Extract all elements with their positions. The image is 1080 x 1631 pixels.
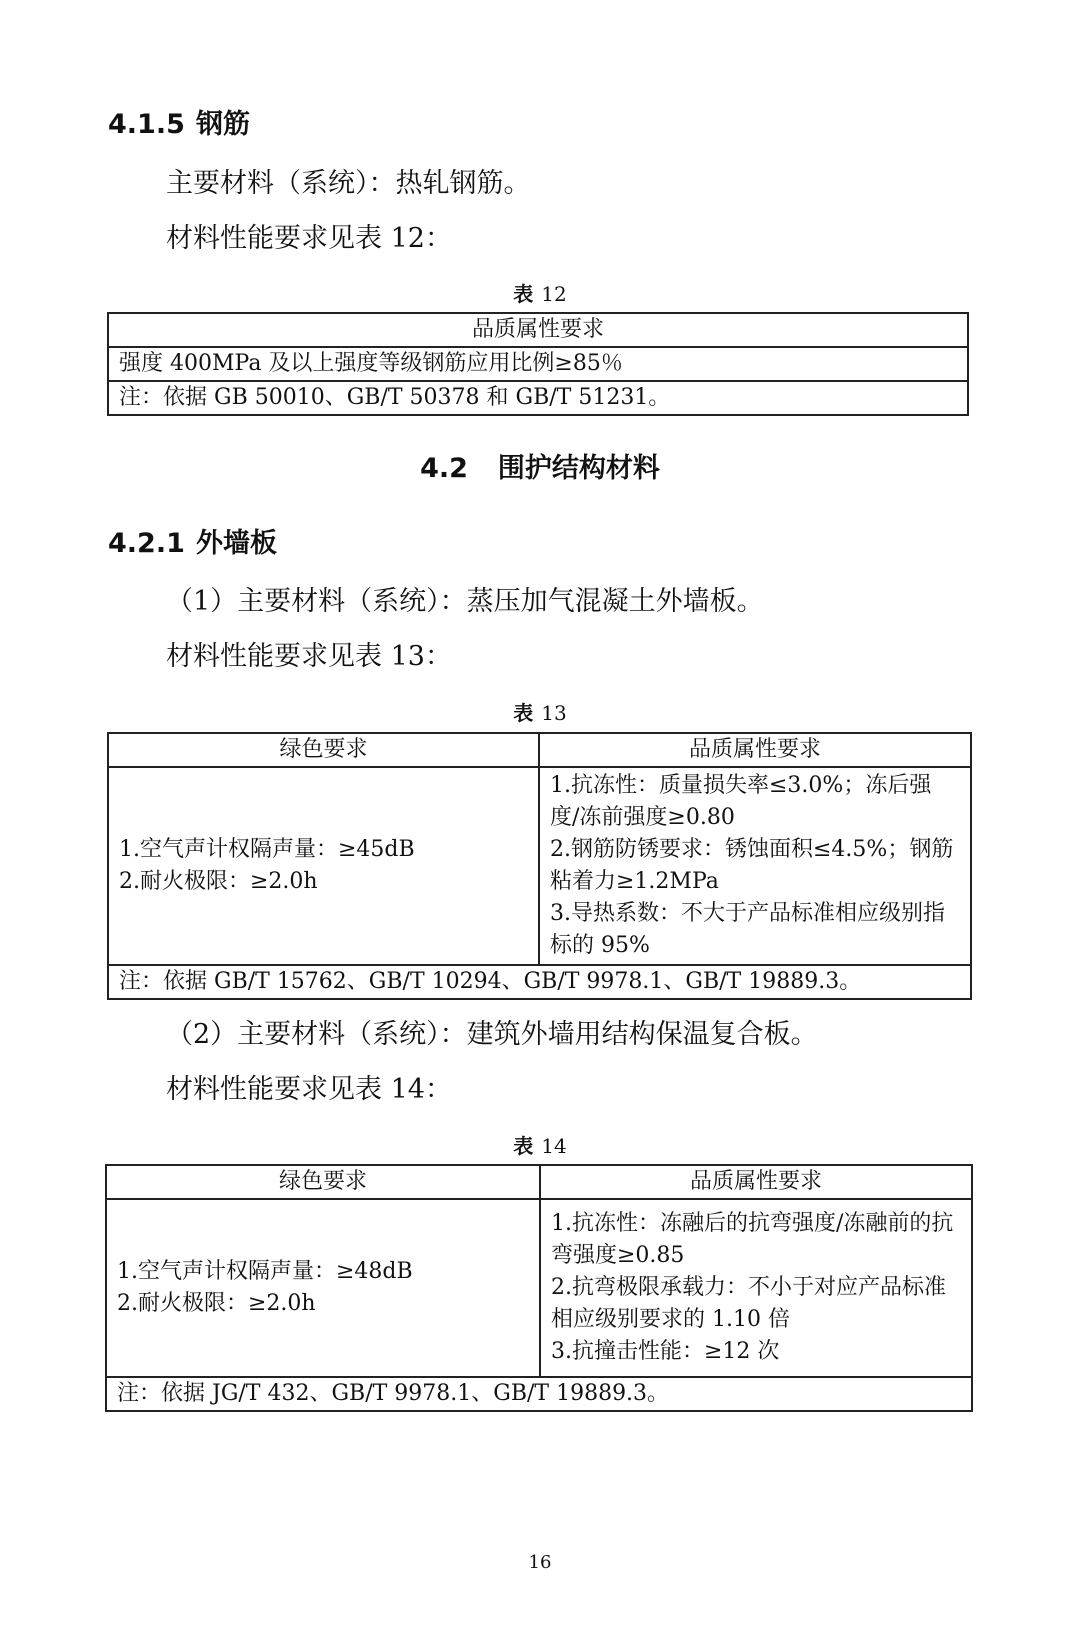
table12-row: 强度 400MPa 及以上强度等级钢筋应用比例≥85％ bbox=[108, 347, 968, 381]
table13-header-quality: 品质属性要求 bbox=[539, 733, 971, 767]
quality-item: 2.抗弯极限承载力：不小于对应产品标准相应级别要求的 1.10 倍 bbox=[551, 1275, 946, 1332]
paragraph-table12-reference: 材料性能要求见表 12： bbox=[166, 223, 452, 254]
quality-item: 1.抗冻性：冻融后的抗弯强度/冻融前的抗弯强度≥0.85 bbox=[551, 1211, 954, 1268]
paragraph-main-material-aac-panel: （1）主要材料（系统）：蒸压加气混凝土外墙板。 bbox=[166, 586, 764, 617]
table13-note: 注：依据 GB/T 15762、GB/T 10294、GB/T 9978.1、GB/T 19889.3。 bbox=[108, 965, 971, 999]
section-title: 围护结构材料 bbox=[497, 453, 660, 484]
paragraph-main-material-composite-panel: （2）主要材料（系统）：建筑外墙用结构保温复合板。 bbox=[166, 1019, 818, 1050]
caption-prefix: 表 bbox=[513, 701, 534, 725]
table13-header-green: 绿色要求 bbox=[108, 733, 539, 767]
green-item: 1.空气声计权隔声量：≥45dB bbox=[119, 837, 415, 862]
green-item: 2.耐火极限：≥2.0h bbox=[119, 869, 318, 894]
caption-number: 13 bbox=[541, 701, 567, 725]
green-item: 1.空气声计权隔声量：≥48dB bbox=[117, 1259, 413, 1284]
section-number: 4.1.5 bbox=[108, 109, 185, 140]
quality-item: 1.抗冻性：质量损失率≤3.0%；冻后强度/冻前强度≥0.80 bbox=[550, 773, 932, 830]
table-14 bbox=[105, 1164, 973, 1412]
table12-header: 品质属性要求 bbox=[108, 313, 968, 347]
section-title: 钢筋 bbox=[196, 109, 250, 140]
paragraph-main-material-rebar: 主要材料（系统）：热轧钢筋。 bbox=[166, 168, 531, 199]
quality-item: 3.抗撞击性能：≥12 次 bbox=[551, 1339, 780, 1364]
table14-green-cell bbox=[106, 1199, 540, 1377]
paragraph-table14-reference: 材料性能要求见表 14： bbox=[166, 1074, 452, 1105]
table14-caption bbox=[0, 1133, 1080, 1159]
table13-quality-cell bbox=[539, 767, 971, 965]
caption-prefix: 表 bbox=[513, 282, 534, 306]
section-title: 外墙板 bbox=[196, 528, 277, 559]
section-heading-4-2 bbox=[0, 452, 1080, 486]
table13-green-cell bbox=[108, 767, 539, 965]
section-number: 4.2.1 bbox=[108, 528, 185, 559]
table14-quality-cell bbox=[540, 1199, 972, 1377]
caption-number: 14 bbox=[541, 1134, 567, 1158]
quality-item: 2.钢筋防锈要求：锈蚀面积≤4.5%；钢筋粘着力≥1.2MPa bbox=[550, 837, 954, 894]
table13-caption bbox=[0, 700, 1080, 726]
section-heading-4-2-1 bbox=[108, 527, 277, 561]
quality-item: 3.导热系数：不大于产品标准相应级别指标的 95% bbox=[550, 901, 945, 958]
page-number: 16 bbox=[528, 1552, 552, 1573]
paragraph-table13-reference: 材料性能要求见表 13： bbox=[166, 641, 452, 672]
caption-prefix: 表 bbox=[513, 1134, 534, 1158]
table12-note: 注：依据 GB 50010、GB/T 50378 和 GB/T 51231。 bbox=[108, 381, 968, 415]
table-12 bbox=[107, 312, 969, 416]
table14-header-quality: 品质属性要求 bbox=[540, 1165, 972, 1199]
table12-caption bbox=[0, 281, 1080, 307]
table14-note: 注：依据 JG/T 432、GB/T 9978.1、GB/T 19889.3。 bbox=[106, 1377, 972, 1411]
table14-header-green: 绿色要求 bbox=[106, 1165, 540, 1199]
caption-number: 12 bbox=[541, 282, 567, 306]
section-number: 4.2 bbox=[420, 453, 468, 484]
green-item: 2.耐火极限：≥2.0h bbox=[117, 1291, 316, 1316]
table-13 bbox=[107, 732, 972, 1000]
section-heading-4-1-5 bbox=[108, 108, 250, 142]
